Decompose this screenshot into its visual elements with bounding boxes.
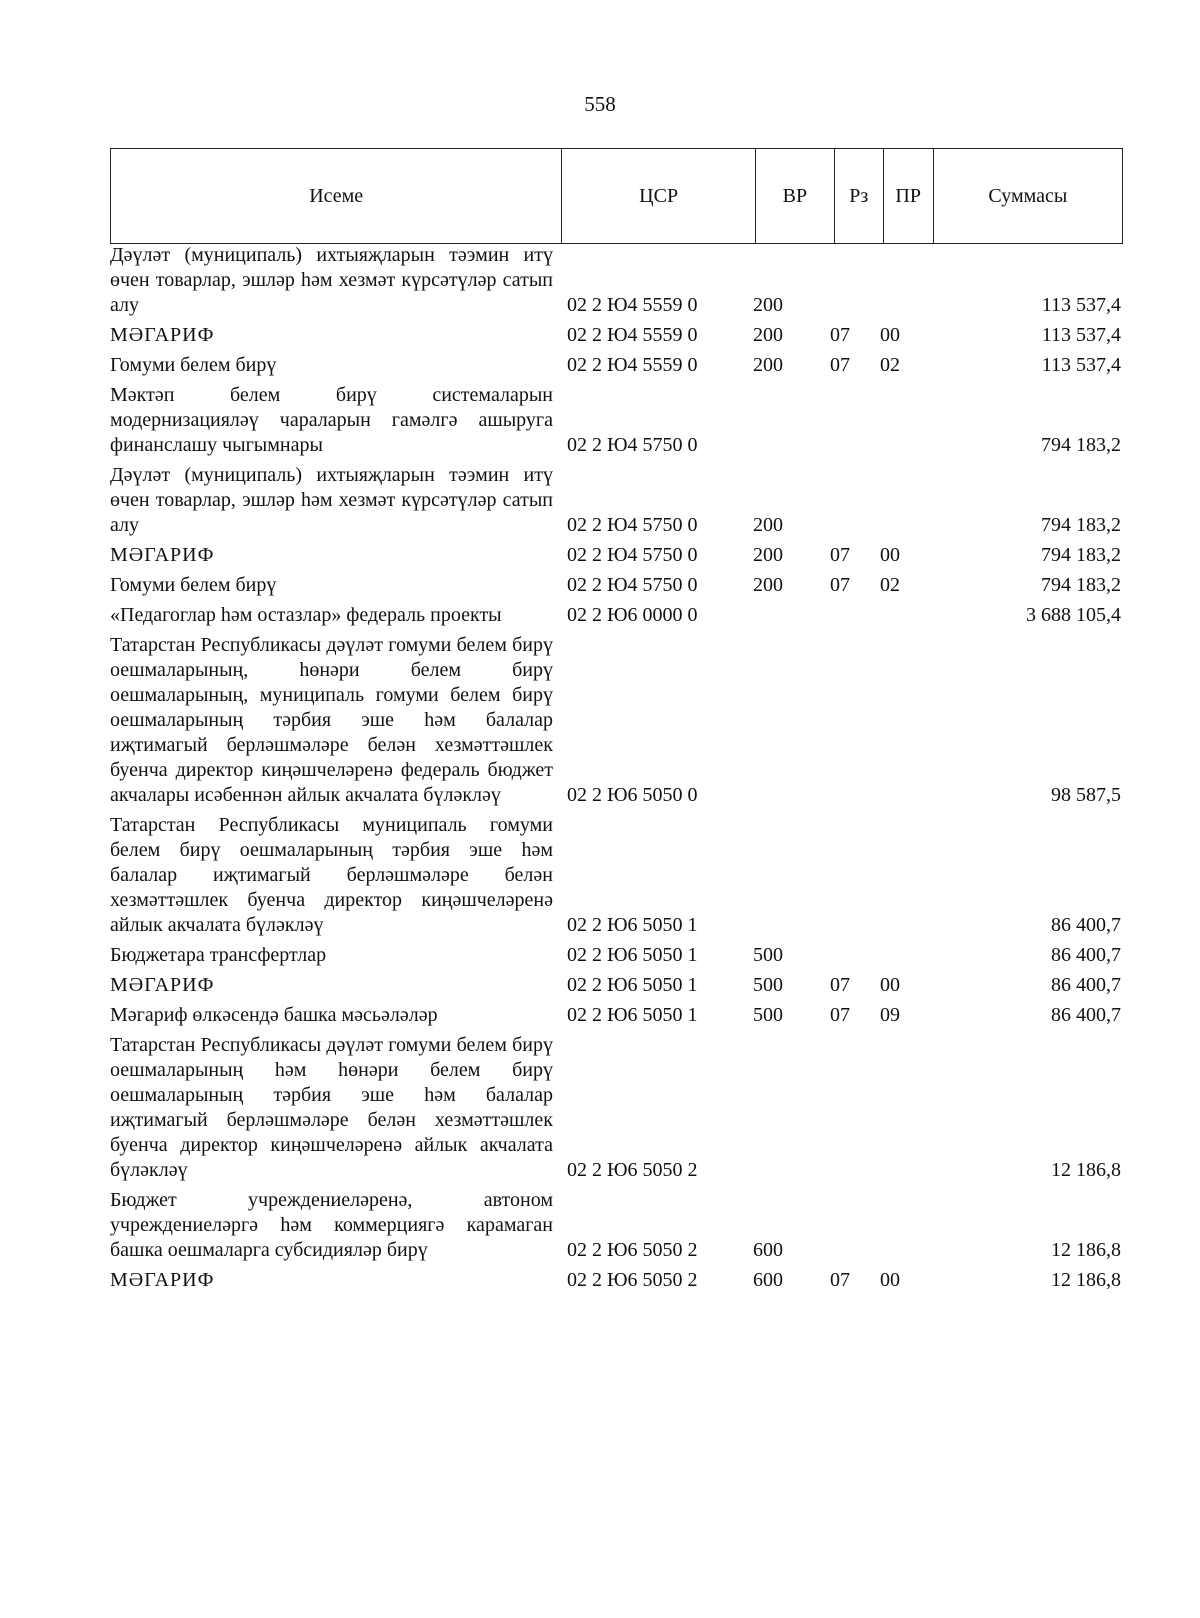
row-pr: 02	[880, 354, 900, 376]
row-sum: 3 688 105,4	[1026, 604, 1121, 626]
row-name: Татарстан Республикасы дәүләт гомуми белем бирү оешмаларының һәм һөнәри белем бирү оешмаларының тәрбия эше һәм балалар иҗтимагый берләшмәләре белән хезмәттәшлек буенча директор киңәшчеләренә айлык акчалата бүләкләү	[110, 1034, 553, 1181]
table-row	[110, 323, 1123, 348]
row-vr: 200	[753, 574, 783, 596]
table-row	[110, 543, 1123, 568]
header-row	[111, 149, 1123, 244]
row-vr: 200	[753, 294, 783, 316]
row-rz: 07	[830, 974, 850, 996]
row-rz: 07	[830, 1269, 850, 1291]
row-name: МӘГАРИФ	[110, 544, 215, 566]
row-name: Гомуми белем бирү	[110, 354, 277, 376]
row-name: МӘГАРИФ	[110, 974, 215, 996]
table-row	[110, 1188, 1123, 1263]
row-csr: 02 2 Ю4 5750 0	[567, 434, 698, 456]
row-vr: 600	[753, 1239, 783, 1261]
row-csr: 02 2 Ю4 5750 0	[567, 514, 698, 536]
header-name: Исеме	[111, 149, 562, 244]
row-name: Гомуми белем бирү	[110, 574, 277, 596]
table-header	[110, 148, 1123, 244]
table-row	[110, 1003, 1123, 1028]
row-vr: 500	[753, 974, 783, 996]
row-csr: 02 2 Ю6 5050 2	[567, 1239, 698, 1261]
row-pr: 00	[880, 1269, 900, 1291]
header-csr: ЦСР	[562, 149, 755, 244]
table-row	[110, 633, 1123, 808]
row-csr: 02 2 Ю6 5050 0	[567, 784, 698, 806]
header-rz: Рз	[834, 149, 883, 244]
row-vr: 200	[753, 544, 783, 566]
page-number: 558	[584, 92, 616, 116]
table-row	[110, 1268, 1123, 1293]
row-sum: 113 537,4	[1041, 354, 1121, 376]
row-name: Дәүләт (муниципаль) ихтыяҗларын тәэмин итү өчен товарлар, эшләр һәм хезмәт күрсәтүләр сатып алу	[110, 244, 553, 316]
row-sum: 86 400,7	[1051, 1004, 1121, 1026]
row-csr: 02 2 Ю4 5559 0	[567, 354, 698, 376]
row-pr: 00	[880, 544, 900, 566]
row-pr: 09	[880, 1004, 900, 1026]
row-sum: 794 183,2	[1041, 514, 1121, 536]
table-row	[110, 1033, 1123, 1183]
table-row	[110, 813, 1123, 938]
row-rz: 07	[830, 324, 850, 346]
row-name: МӘГАРИФ	[110, 324, 215, 346]
row-csr: 02 2 Ю4 5750 0	[567, 574, 698, 596]
row-name: Дәүләт (муниципаль) ихтыяҗларын тәэмин итү өчен товарлар, эшләр һәм хезмәт күрсәтүләр сатып алу	[110, 464, 553, 536]
table-row	[110, 243, 1123, 318]
table-row	[110, 463, 1123, 538]
row-pr: 00	[880, 324, 900, 346]
row-csr: 02 2 Ю6 5050 1	[567, 944, 698, 966]
table-row	[110, 573, 1123, 598]
row-sum: 12 186,8	[1051, 1159, 1121, 1181]
table-row	[110, 353, 1123, 378]
table-row	[110, 973, 1123, 998]
row-rz: 07	[830, 354, 850, 376]
row-csr: 02 2 Ю4 5559 0	[567, 294, 698, 316]
row-rz: 07	[830, 544, 850, 566]
row-sum: 12 186,8	[1051, 1239, 1121, 1261]
row-csr: 02 2 Ю6 5050 1	[567, 974, 698, 996]
header-vr: ВР	[755, 149, 834, 244]
row-vr: 200	[753, 324, 783, 346]
table-body	[110, 243, 1123, 1298]
row-csr: 02 2 Ю6 0000 0	[567, 604, 698, 626]
row-vr: 200	[753, 514, 783, 536]
row-sum: 86 400,7	[1051, 974, 1121, 996]
row-vr: 500	[753, 944, 783, 966]
row-sum: 86 400,7	[1051, 944, 1121, 966]
row-vr: 600	[753, 1269, 783, 1291]
row-csr: 02 2 Ю4 5559 0	[567, 324, 698, 346]
row-csr: 02 2 Ю6 5050 1	[567, 1004, 698, 1026]
row-sum: 794 183,2	[1041, 544, 1121, 566]
row-name: Бюджетара трансфертлар	[110, 944, 327, 966]
table-row	[110, 383, 1123, 458]
row-sum: 86 400,7	[1051, 914, 1121, 936]
row-sum: 113 537,4	[1041, 324, 1121, 346]
row-pr: 02	[880, 574, 900, 596]
row-sum: 113 537,4	[1041, 294, 1121, 316]
row-csr: 02 2 Ю6 5050 2	[567, 1159, 698, 1181]
row-name: «Педагоглар һәм остазлар» федераль проекты	[110, 604, 502, 626]
row-sum: 794 183,2	[1041, 574, 1121, 596]
row-vr: 500	[753, 1004, 783, 1026]
row-csr: 02 2 Ю6 5050 2	[567, 1269, 698, 1291]
row-name: Бюджет учреждениеләренә, автоном учреждениеләргә һәм коммерциягә карамаган башка оешмаларга субсидияләр бирү	[110, 1189, 553, 1261]
row-sum: 98 587,5	[1051, 784, 1121, 806]
header-sum: Суммасы	[933, 149, 1122, 244]
header-pr: ПР	[883, 149, 933, 244]
row-name: Мәгариф өлкәсендә башка мәсьәләләр	[110, 1004, 438, 1026]
row-name: Татарстан Республикасы дәүләт гомуми белем бирү оешмаларының, һөнәри белем бирү оешмаларының, муниципаль гомуми белем бирү оешмаларының тәрбия эше һәм балалар иҗтимагый берләшмәләре белән хезмәттәшлек буенча директор киңәшчеләренә федераль бюджет акчалары исәбеннән айлык акчалата бүләкләү	[110, 634, 553, 806]
row-name: МӘГАРИФ	[110, 1269, 215, 1291]
row-rz: 07	[830, 574, 850, 596]
table-row	[110, 603, 1123, 628]
row-pr: 00	[880, 974, 900, 996]
row-csr: 02 2 Ю4 5750 0	[567, 544, 698, 566]
row-sum: 794 183,2	[1041, 434, 1121, 456]
row-sum: 12 186,8	[1051, 1269, 1121, 1291]
row-name: Мәктәп белем бирү системаларын модернизацияләү чараларын гамәлгә ашыруга финанслашу чыгымнары	[110, 384, 553, 456]
row-csr: 02 2 Ю6 5050 1	[567, 914, 698, 936]
row-vr: 200	[753, 354, 783, 376]
row-rz: 07	[830, 1004, 850, 1026]
row-name: Татарстан Республикасы муниципаль гомуми белем бирү оешмаларының тәрбия эше һәм балалар иҗтимагый берләшмәләре белән хезмәттәшлек буенча директор киңәшчеләренә айлык акчалата бүләкләү	[110, 814, 553, 936]
table-row	[110, 943, 1123, 968]
